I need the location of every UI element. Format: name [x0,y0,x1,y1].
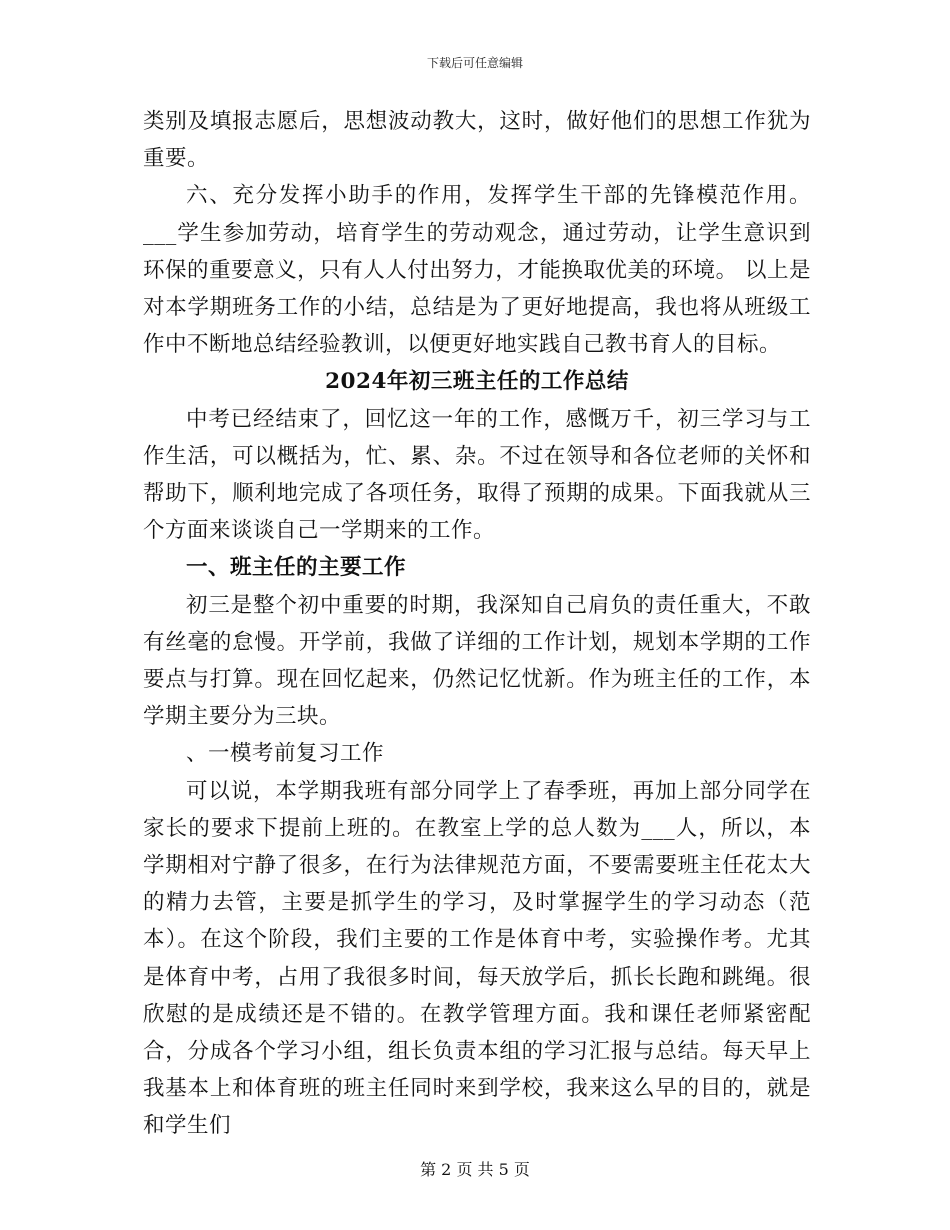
header-note: 下载后可任意编辑 [426,56,523,70]
subsection-heading: 、一模考前复习工作 [186,741,385,767]
paragraph-intro: 中考已经结束了，回忆这一年的工作，感慨万千，初三学习与工作生活，可以概括为，忙、累、杂。不过在领导和各位老师的关怀和帮助下，顺利地完成了各项任务，取得了预期的成果。下面我就从三个方面来谈谈自己一学期来的工作。 [143,406,811,544]
paragraph-review-work: 可以说，本学期我班有部分同学上了春季班，再加上部分同学在家长的要求下提前上班的。在教室上学的总人数为___人，所以，本学期相对宁静了很多，在行为法律规范方面，不要需要班主任花太大的精力去管，主要是抓学生的学习，及时掌握学生的学习动态（范本）。在这个阶段，我们主要的工作是体育中考，实验操作考。尤其是体育中考，占用了我很多时间，每天放学后，抓长长跑和跳绳。很欣慰的是成绩还是不错的。在教学管理方面。我和课任老师紧密配合，分成各个学习小组，组长负责本组的学习汇报与总结。每天早上我基本上和体育班的班主任同时来到学校，我来这么早的目的，就是和学生们 [143,778,811,1139]
section-heading: 一、班主任的主要工作 [186,555,407,581]
paragraph-student-leaders: 六、充分发挥小助手的作用，发挥学生干部的先锋模范作用。___学生参加劳动，培育学生的劳动观念，通过劳动，让学生意识到环保的重要意义，只有人人付出努力，才能换取优美的环境。 以上是对本学期班务工作的小结，总结是为了更好地提高，我也将从班级工作中不断地总结经验教训，以便更好地实践自己教书育人的目标。 [143,183,811,358]
document-body [143,103,811,1145]
page-number: 第 2 页 共 5 页 [420,1160,530,1179]
paragraph-continued: 类别及填报志愿后，思想波动教大，这时，做好他们的思想工作犹为重要。 [143,109,811,172]
paragraph-main-work: 初三是整个初中重要的时期，我深知自己肩负的责任重大，不敢有丝毫的怠慢。开学前，我做了详细的工作计划，规划本学期的工作要点与打算。现在回忆起来，仍然记忆忧新。作为班主任的工作，本学期主要分为三块。 [143,592,811,730]
document-title: 2024年初三班主任的工作总结 [325,369,629,395]
